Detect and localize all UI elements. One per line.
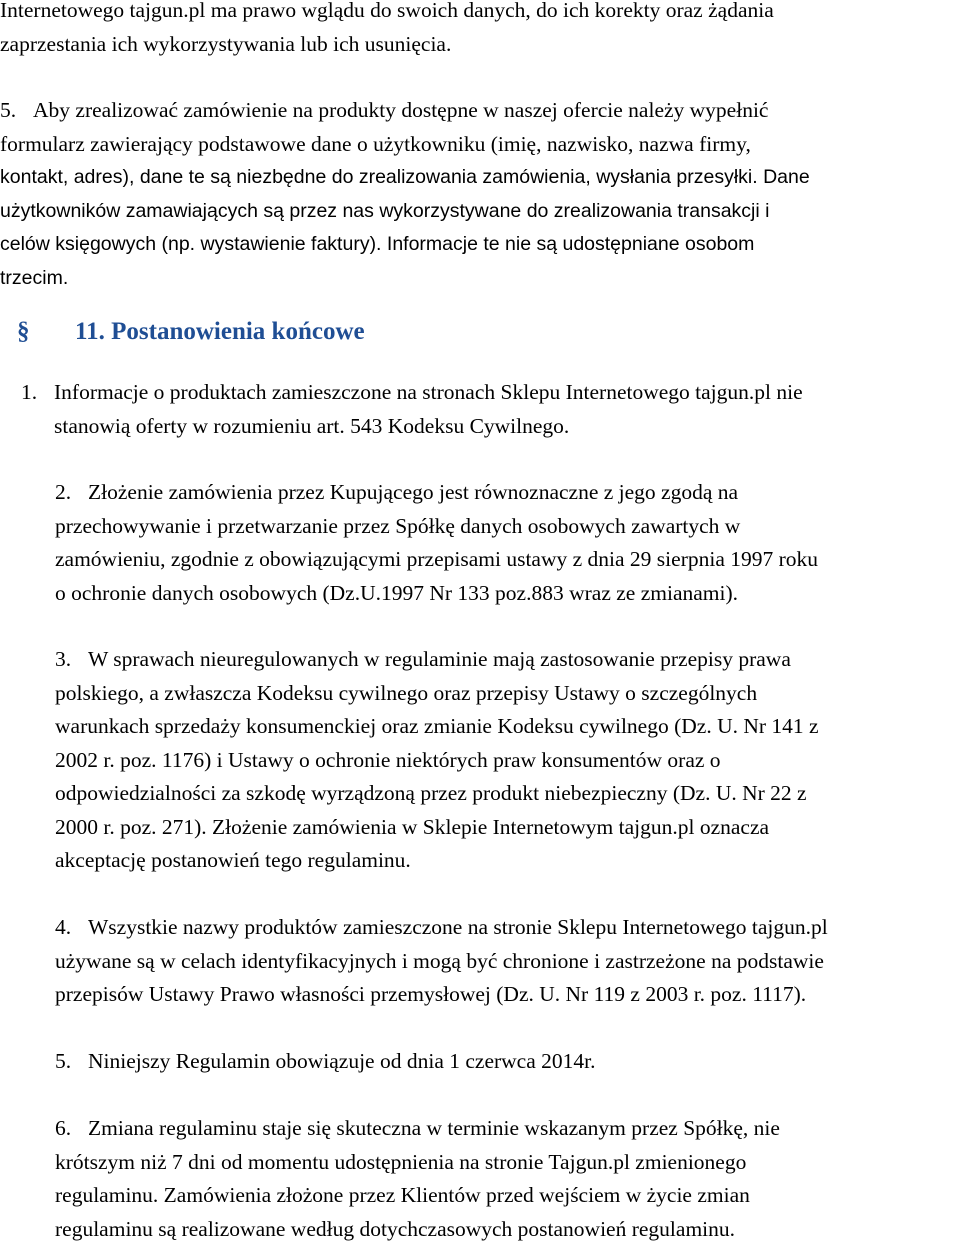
item-line: kontakt, adres), dane te są niezbędne do zrealizowania zamówienia, wysłania przesyłki. Dane xyxy=(0,166,810,188)
final-item-5: 5. Niniejszy Regulamin obowiązuje od dnia 1 czerwca 2014r. xyxy=(55,1045,596,1079)
item-line: użytkowników zamawiających są przez nas wykorzystywane do zrealizowania transakcji i xyxy=(0,199,770,222)
section-heading xyxy=(17,318,365,346)
item-number: 4. xyxy=(55,915,72,939)
item-number: 5. xyxy=(55,1049,72,1073)
intro-line: zaprzestania ich wykorzystywania lub ich usunięcia. xyxy=(0,31,452,56)
item-line: trzecim. xyxy=(0,266,69,289)
item-number: 6. xyxy=(55,1116,72,1140)
item-line: 5. Aby zrealizować zamówienie na produkty dostępne w naszej ofercie należy wypełnić xyxy=(0,94,810,128)
item-number: 2. xyxy=(55,480,72,504)
privacy-item-5 xyxy=(0,94,810,295)
final-item-1: 1. Informacje o produktach zamieszczone na stronach Sklepu Internetowego tajgun.pl nie stanowią oferty w rozumieniu art. 543 Kodeksu Cywilnego. xyxy=(21,376,803,443)
section-title: 11. Postanowienia końcowe xyxy=(75,318,365,345)
item-number: 1. xyxy=(21,380,38,404)
intro-paragraph xyxy=(0,0,774,61)
section-symbol: § xyxy=(17,318,30,345)
final-item-6: 6. Zmiana regulaminu staje się skuteczna w terminie wskazanym przez Spółkę, nie krótszym niż 7 dni od momentu udostępnienia na stronie Tajgun.pl zmienionego regulaminu. Zamówienia złożone przez Klientów przed wejściem w życie zmian regulaminu są realizowane według dotychczasowych postanowień regulaminu. xyxy=(55,1112,780,1246)
intro-line: Internetowego tajgun.pl ma prawo wglądu do swoich danych, do ich korekty oraz żądania xyxy=(0,0,774,22)
item-line: celów księgowych (np. wystawienie faktury). Informacje te nie są udostępniane osobom xyxy=(0,233,755,255)
final-item-4: 4. Wszystkie nazwy produktów zamieszczone na stronie Sklepu Internetowego tajgun.pl używane są w celach identyfikacyjnych i mogą być chronione i zastrzeżone na podstawie przepisów Ustawy Prawo własności przemysłowej (Dz. U. Nr 119 z 2003 r. poz. 1117). xyxy=(55,911,828,1012)
item-number: 3. xyxy=(55,647,72,671)
final-item-2: 2. Złożenie zamówienia przez Kupującego jest równoznaczne z jego zgodą na przechowywanie i przetwarzanie przez Spółkę danych osobowych zawartych w zamówieniu, zgodnie z obowiązującymi przepisami ustawy z dnia 29 sierpnia 1997 roku o ochronie danych osobowych (Dz.U.1997 Nr 133 poz.883 wraz ze zmianami). xyxy=(55,476,818,610)
item-number: 5. xyxy=(0,98,17,122)
final-item-3: 3. W sprawach nieuregulowanych w regulaminie mają zastosowanie przepisy prawa polskiego, a zwłaszcza Kodeksu cywilnego oraz przepisy Ustawy o szczególnych warunkach sprzedaży konsumenckiej oraz zmianie Kodeksu cywilnego (Dz. U. Nr 141 z 2002 r. poz. 1176) i Ustawy o ochronie niektórych praw konsumentów oraz o odpowiedzialności za szkodę wyrządzoną przez produkt niebezpieczny (Dz. U. Nr 22 z 2000 r. poz. 271). Złożenie zamówienia w Sklepie Internetowym tajgun.pl oznacza akceptację postanowień tego regulaminu. xyxy=(55,643,819,878)
item-line: formularz zawierający podstawowe dane o użytkowniku (imię, nazwisko, nazwa firmy, xyxy=(0,131,751,156)
